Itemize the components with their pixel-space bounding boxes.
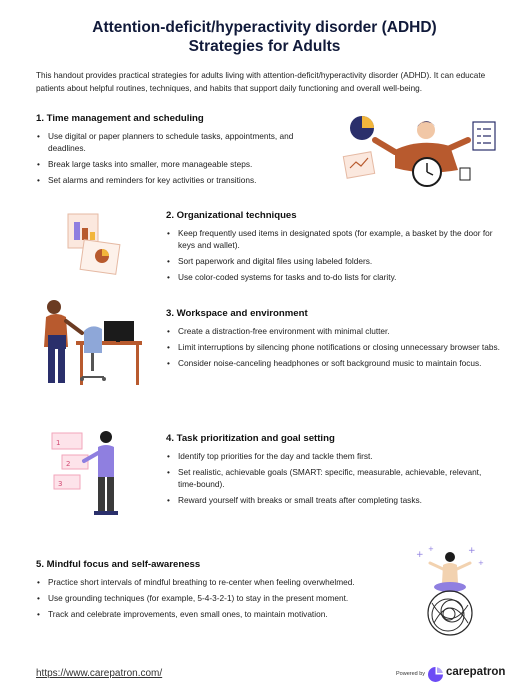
intro-paragraph: This handout provides practical strategies for adults living with attention-deficit/hyperactivity disorder (ADHD). It can educate patients about helpful routines, techniques, and habits that support daily functioning and overall well-being. bbox=[36, 71, 486, 93]
list-item: • Keep frequently used items in designated spots (for example, a basket by the door for keys and wallet). bbox=[166, 228, 501, 251]
page-title-line1: Attention-deficit/hyperactivity disorder (ADHD) bbox=[92, 19, 437, 36]
svg-text:+: + bbox=[416, 550, 424, 560]
list-item: • Track and celebrate improvements, even small ones, to maintain motivation. bbox=[36, 609, 371, 621]
list-item: • Set realistic, achievable goals (SMART: specific, measurable, achievable, relevant, time-bound). bbox=[166, 467, 501, 490]
svg-text:+: + bbox=[478, 559, 484, 567]
list-item: • Use grounding techniques (for example, 5-4-3-2-1) to stay in the present moment. bbox=[36, 593, 371, 605]
workspace-illustration bbox=[36, 295, 146, 390]
time-management-illustration bbox=[340, 110, 505, 192]
carepatron-brand-name[interactable]: carepatron bbox=[446, 666, 506, 678]
section-2-title: 2. Organizational techniques bbox=[166, 210, 297, 221]
meditation-illustration bbox=[410, 543, 490, 643]
section-5-list bbox=[36, 577, 371, 625]
list-item: • Break large tasks into smaller, more manageable steps. bbox=[36, 159, 311, 171]
list-item: • Create a distraction-free environment with minimal clutter. bbox=[166, 326, 501, 338]
svg-text:+: + bbox=[428, 545, 434, 553]
list-item: • Use color-coded systems for tasks and to-do lists for clarity. bbox=[166, 272, 501, 284]
list-item: • Consider noise-canceling headphones or soft background music to maintain focus. bbox=[166, 358, 501, 370]
list-item: • Identify top priorities for the day and tackle them first. bbox=[166, 451, 501, 463]
documents-illustration bbox=[62, 208, 124, 280]
section-1-list bbox=[36, 131, 311, 191]
list-item: • Reward yourself with breaks or small treats after completing tasks. bbox=[166, 495, 501, 507]
list-item: • Set alarms and reminders for key activities or transitions. bbox=[36, 175, 311, 187]
svg-text:1: 1 bbox=[56, 439, 61, 447]
list-item: • Sort paperwork and digital files using labeled folders. bbox=[166, 256, 501, 268]
section-4-title: 4. Task prioritization and goal setting bbox=[166, 433, 335, 444]
section-5-title: 5. Mindful focus and self-awareness bbox=[36, 559, 201, 570]
svg-text:+: + bbox=[468, 546, 476, 556]
list-item: • Use digital or paper planners to schedule tasks, appointments, and deadlines. bbox=[36, 131, 311, 154]
section-3-title: 3. Workspace and environment bbox=[166, 308, 308, 319]
powered-by-label: Powered by bbox=[396, 671, 426, 677]
section-4-list bbox=[166, 451, 501, 511]
svg-text:2: 2 bbox=[66, 460, 71, 468]
carepatron-logo-icon bbox=[427, 666, 444, 683]
svg-text:3: 3 bbox=[58, 480, 63, 488]
list-item: • Limit interruptions by silencing phone notifications or closing unnecessary browser tabs. bbox=[166, 342, 501, 354]
goal-board-illustration bbox=[48, 425, 128, 520]
page-title-line2: Strategies for Adults bbox=[188, 38, 341, 55]
section-3-list bbox=[166, 326, 501, 374]
footer-url-link[interactable]: https://www.carepatron.com/ bbox=[36, 668, 163, 679]
section-1-title: 1. Time management and scheduling bbox=[36, 113, 204, 124]
list-item: • Practice short intervals of mindful breathing to re-center when feeling overwhelmed. bbox=[36, 577, 371, 589]
section-2-list bbox=[166, 228, 501, 288]
